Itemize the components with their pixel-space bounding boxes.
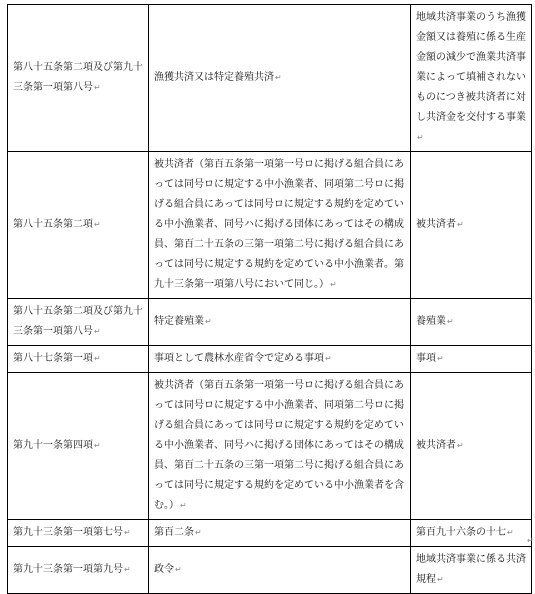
- table-row: [8, 346, 532, 373]
- replacement-table: [7, 4, 532, 594]
- provision-cell: [8, 520, 149, 547]
- provision-text: 第九十一条第四項: [13, 440, 93, 451]
- replacement-text: 地域共済事業のうち漁獲金額又は養殖に係る生産金額の減少で漁業共済事業によって填補されないものにつき被共済者に対し共済金を交付する事業: [416, 12, 526, 123]
- paragraph-mark-icon: ↵: [205, 317, 212, 326]
- replacement-text-cell: [411, 299, 532, 346]
- paragraph-mark-icon: ↵: [94, 327, 101, 336]
- paragraph-mark-icon: ↵: [124, 565, 131, 574]
- paragraph-mark-icon: ↵: [94, 441, 101, 450]
- table-row: [8, 152, 532, 299]
- paragraph-mark-icon: ↵: [457, 220, 464, 229]
- replacement-text-cell: [411, 346, 532, 373]
- original-text: 第百二条: [154, 527, 194, 538]
- replacement-text: 事項: [416, 353, 436, 364]
- replacement-text: 被共済者: [416, 219, 456, 230]
- original-text: 政令: [154, 564, 174, 575]
- replacement-text: 地域共済事業に係る共済規程: [416, 554, 526, 585]
- paragraph-mark-icon: ↵: [94, 83, 101, 92]
- original-text: 被共済者（第百五条第一項第一号ロに掲げる組合員にあっては同号ロに規定する中小漁業者、同項第二号ロに掲げる組合員にあっては同号ロに規定する規約を定めている中小漁業者、同号ハに掲げる団体にあってはその構成員、第百二十五条の三第一項第二号に掲げる組合員にあっては同号に規定する規約を定めている中小漁業者。第九十三条第一項第八号において同じ。）: [154, 159, 404, 290]
- paragraph-mark-icon: ↵: [507, 528, 514, 537]
- provision-text: 第九十三条第一項第七号: [13, 527, 123, 538]
- original-text-cell: [149, 547, 411, 594]
- table-row: [8, 520, 532, 547]
- replacement-text-cell: [411, 373, 532, 520]
- provision-cell: [8, 5, 149, 152]
- paragraph-mark-icon: ↵: [195, 528, 202, 537]
- provision-cell: [8, 299, 149, 346]
- paragraph-mark-icon: ↵: [124, 528, 131, 537]
- original-text-cell: [149, 5, 411, 152]
- paragraph-mark-icon: ↵: [437, 354, 444, 363]
- replacement-text-cell: [411, 520, 532, 547]
- provision-text: 第八十五条第二項及び第九十三条第一項第八号: [13, 62, 143, 93]
- table-row: [8, 547, 532, 594]
- paragraph-mark-icon: ↵: [527, 536, 534, 545]
- original-text: 事項として農林水産省令で定める事項: [154, 353, 324, 364]
- provision-cell: [8, 152, 149, 299]
- provision-cell: [8, 547, 149, 594]
- original-text-cell: [149, 152, 411, 299]
- paragraph-mark-icon: ↵: [447, 317, 454, 326]
- replacement-text: 養殖業: [416, 316, 446, 327]
- paragraph-mark-icon: ↵: [180, 501, 187, 510]
- replacement-text-cell: [411, 152, 532, 299]
- paragraph-mark-icon: ↵: [175, 565, 182, 574]
- replacement-text-cell: [411, 547, 532, 594]
- table-row: [8, 373, 532, 520]
- provision-cell: [8, 373, 149, 520]
- paragraph-mark-icon: ↵: [94, 354, 101, 363]
- provision-text: 第八十五条第二項: [13, 219, 93, 230]
- original-text-cell: [149, 373, 411, 520]
- provision-text: 第九十三条第一項第九号: [13, 564, 123, 575]
- original-text: 被共済者（第百五条第一項第一号ロに掲げる組合員にあっては同号ロに規定する中小漁業者、同項第二号ロに掲げる組合員にあっては同号ロに規定する規約を定めている中小漁業者、同号ハに掲げる団体にあってはその構成員、第百二十五条の三第一項第二号に掲げる組合員にあっては同号に規定する規約を定めている中小漁業者を含む。）: [154, 380, 404, 511]
- paragraph-mark-icon: ↵: [437, 575, 444, 584]
- provision-cell: [8, 346, 149, 373]
- paragraph-mark-icon: ↵: [457, 441, 464, 450]
- replacement-text: 第百九十六条の十七: [416, 527, 506, 538]
- original-text-cell: [149, 520, 411, 547]
- original-text: 漁獲共済又は特定養殖共済: [154, 72, 274, 83]
- provision-text: 第八十七条第一項: [13, 353, 93, 364]
- paragraph-mark-icon: ↵: [417, 133, 424, 142]
- replacement-text: 被共済者: [416, 440, 456, 451]
- original-text: 特定養殖業: [154, 316, 204, 327]
- provision-text: 第八十五条第二項及び第九十三条第一項第八号: [13, 306, 143, 337]
- original-text-cell: [149, 299, 411, 346]
- table-row: [8, 299, 532, 346]
- paragraph-mark-icon: ↵: [94, 220, 101, 229]
- paragraph-mark-icon: ↵: [275, 73, 282, 82]
- paragraph-mark-icon: ↵: [330, 280, 337, 289]
- table-row: [8, 5, 532, 152]
- replacement-text-cell: [411, 5, 532, 152]
- original-text-cell: [149, 346, 411, 373]
- paragraph-mark-icon: ↵: [325, 354, 332, 363]
